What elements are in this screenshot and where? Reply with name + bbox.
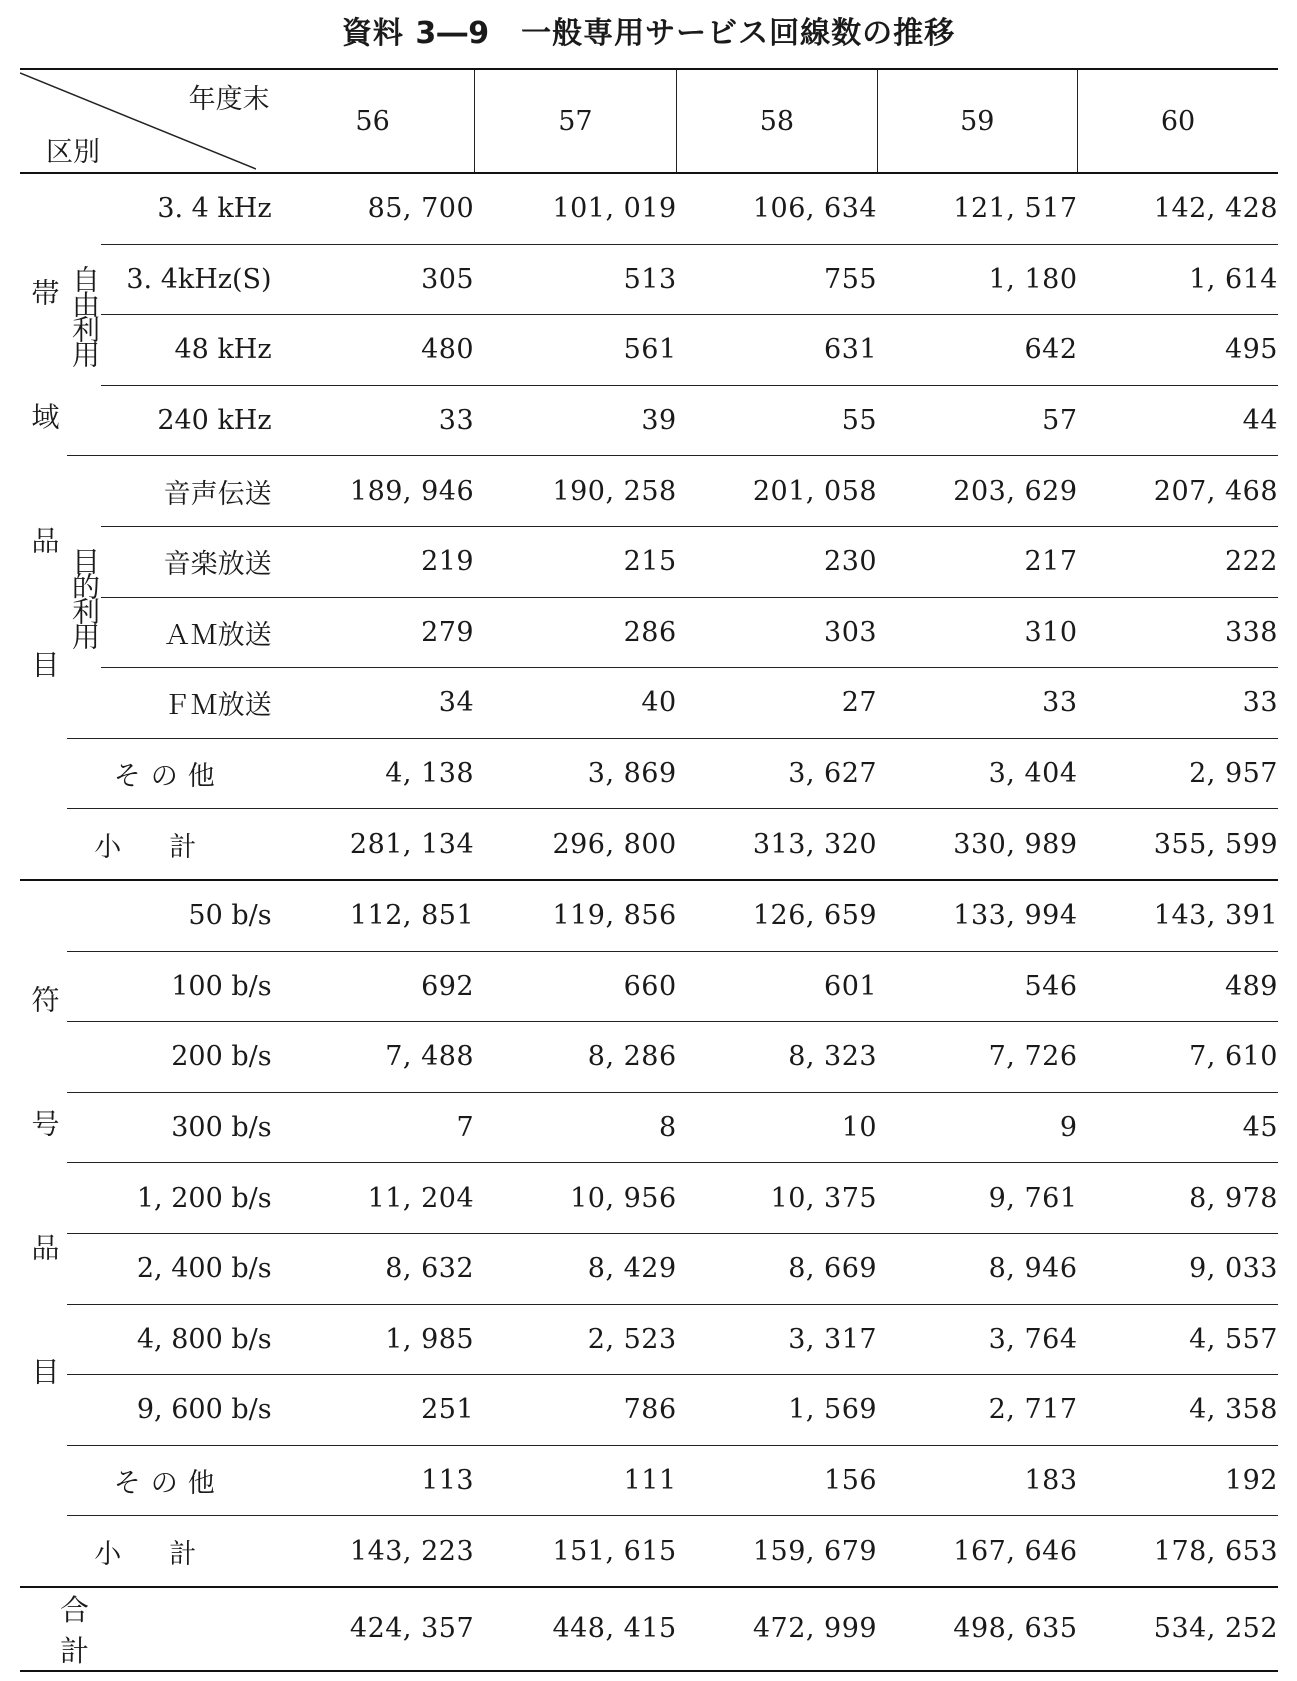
value-cell: 9, 033 (1078, 1233, 1278, 1304)
value-cell: 57 (877, 385, 1077, 456)
value-cell: 8, 429 (474, 1233, 677, 1304)
value-cell: 133, 994 (877, 880, 1077, 951)
value-cell: 1, 614 (1078, 244, 1278, 315)
value-cell: 286 (474, 597, 677, 668)
value-cell: 192 (1078, 1445, 1278, 1516)
value-cell: 207, 468 (1078, 456, 1278, 527)
value-cell: 143, 391 (1078, 880, 1278, 951)
value-cell: 126, 659 (677, 880, 877, 951)
value-cell: 8, 323 (677, 1022, 877, 1093)
value-cell: 8, 632 (272, 1233, 475, 1304)
value-cell: 513 (474, 244, 677, 315)
subtotal-row (20, 1516, 1278, 1587)
section-label-code: 符号品目 (20, 880, 67, 1587)
value-cell: 355, 599 (1078, 809, 1278, 880)
row-label: 2, 400 b/s (67, 1233, 272, 1304)
value-cell: 1, 569 (677, 1375, 877, 1446)
circuit-count-table (20, 68, 1278, 1672)
value-cell: 230 (677, 526, 877, 597)
table-row (20, 738, 1278, 809)
value-cell: 203, 629 (877, 456, 1077, 527)
year-header: 57 (474, 69, 677, 173)
table-title: 資料 3―9 一般専用サービス回線数の推移 (341, 16, 956, 51)
table-row (20, 173, 1278, 244)
value-cell: 4, 358 (1078, 1375, 1278, 1446)
value-cell: 601 (677, 951, 877, 1022)
value-cell: 310 (877, 597, 1077, 668)
value-cell: 448, 415 (474, 1587, 677, 1671)
value-cell: 9, 761 (877, 1163, 1077, 1234)
value-cell: 7, 610 (1078, 1022, 1278, 1093)
value-cell: 45 (1078, 1092, 1278, 1163)
value-cell: 3, 404 (877, 738, 1077, 809)
row-label: ＡＭ放送 (101, 597, 272, 668)
value-cell: 112, 851 (272, 880, 475, 951)
value-cell: 111 (474, 1445, 677, 1516)
corner-cell (20, 69, 272, 173)
value-cell: 7, 488 (272, 1022, 475, 1093)
value-cell: 85, 700 (272, 173, 475, 244)
value-cell: 281, 134 (272, 809, 475, 880)
table-row (20, 1445, 1278, 1516)
value-cell: 8, 286 (474, 1022, 677, 1093)
row-label: 1, 200 b/s (67, 1163, 272, 1234)
row-label-subtotal: 小計 (67, 809, 272, 880)
row-label: 100 b/s (67, 951, 272, 1022)
value-cell: 9 (877, 1092, 1077, 1163)
value-cell: 7, 726 (877, 1022, 1077, 1093)
row-label: 200 b/s (67, 1022, 272, 1093)
value-cell: 119, 856 (474, 880, 677, 951)
value-cell: 251 (272, 1375, 475, 1446)
value-cell: 201, 058 (677, 456, 877, 527)
table-row (20, 1233, 1278, 1304)
value-cell: 33 (272, 385, 475, 456)
value-cell: 561 (474, 315, 677, 386)
value-cell: 44 (1078, 385, 1278, 456)
value-cell: 8, 946 (877, 1233, 1077, 1304)
value-cell: 217 (877, 526, 1077, 597)
value-cell: 215 (474, 526, 677, 597)
row-label: 3. 4 kHz (101, 173, 272, 244)
row-label-other: その他 (67, 738, 272, 809)
table-row (20, 385, 1278, 456)
value-cell: 472, 999 (677, 1587, 877, 1671)
value-cell: 279 (272, 597, 475, 668)
value-cell: 3, 317 (677, 1304, 877, 1375)
value-cell: 167, 646 (877, 1516, 1077, 1587)
table-row (20, 456, 1278, 527)
value-cell: 7 (272, 1092, 475, 1163)
value-cell: 338 (1078, 597, 1278, 668)
table-row (20, 668, 1278, 739)
value-cell: 692 (272, 951, 475, 1022)
value-cell: 424, 357 (272, 1587, 475, 1671)
value-cell: 498, 635 (877, 1587, 1077, 1671)
value-cell: 495 (1078, 315, 1278, 386)
section-label-bandwidth: 帯域品目 (20, 173, 67, 880)
table-row (20, 1092, 1278, 1163)
value-cell: 106, 634 (677, 173, 877, 244)
row-label-subtotal: 小計 (67, 1516, 272, 1587)
value-cell: 755 (677, 244, 877, 315)
value-cell: 101, 019 (474, 173, 677, 244)
corner-category-label: 区別 (46, 137, 100, 168)
row-label: ＦＭ放送 (101, 668, 272, 739)
value-cell: 2, 523 (474, 1304, 677, 1375)
table-row (20, 244, 1278, 315)
value-cell: 55 (677, 385, 877, 456)
table-row (20, 1163, 1278, 1234)
value-cell: 2, 717 (877, 1375, 1077, 1446)
subtotal-row (20, 809, 1278, 880)
value-cell: 489 (1078, 951, 1278, 1022)
value-cell: 4, 138 (272, 738, 475, 809)
row-label: 48 kHz (101, 315, 272, 386)
value-cell: 534, 252 (1078, 1587, 1278, 1671)
value-cell: 3, 764 (877, 1304, 1077, 1375)
value-cell: 330, 989 (877, 809, 1077, 880)
row-label: 4, 800 b/s (67, 1304, 272, 1375)
year-header: 59 (877, 69, 1077, 173)
value-cell: 631 (677, 315, 877, 386)
value-cell: 11, 204 (272, 1163, 475, 1234)
value-cell: 8 (474, 1092, 677, 1163)
value-cell: 305 (272, 244, 475, 315)
value-cell: 3, 869 (474, 738, 677, 809)
value-cell: 27 (677, 668, 877, 739)
value-cell: 189, 946 (272, 456, 475, 527)
value-cell: 33 (877, 668, 1077, 739)
value-cell: 3, 627 (677, 738, 877, 809)
table-row (20, 526, 1278, 597)
value-cell: 296, 800 (474, 809, 677, 880)
value-cell: 34 (272, 668, 475, 739)
value-cell: 183 (877, 1445, 1077, 1516)
table-row (20, 1375, 1278, 1446)
header-row (20, 69, 1278, 173)
value-cell: 8, 978 (1078, 1163, 1278, 1234)
value-cell: 10, 375 (677, 1163, 877, 1234)
value-cell: 142, 428 (1078, 173, 1278, 244)
year-header: 60 (1078, 69, 1278, 173)
row-label-total: 合計 (20, 1587, 272, 1671)
value-cell: 39 (474, 385, 677, 456)
row-label: 9, 600 b/s (67, 1375, 272, 1446)
value-cell: 121, 517 (877, 173, 1077, 244)
row-label-other: その他 (67, 1445, 272, 1516)
table-row (20, 315, 1278, 386)
group-label-free-use: 自由利用 (67, 173, 101, 456)
value-cell: 2, 957 (1078, 738, 1278, 809)
value-cell: 4, 557 (1078, 1304, 1278, 1375)
value-cell: 1, 180 (877, 244, 1077, 315)
year-header: 56 (272, 69, 475, 173)
value-cell: 159, 679 (677, 1516, 877, 1587)
value-cell: 8, 669 (677, 1233, 877, 1304)
table-row (20, 1304, 1278, 1375)
value-cell: 786 (474, 1375, 677, 1446)
table-row (20, 597, 1278, 668)
value-cell: 219 (272, 526, 475, 597)
table-row (20, 1022, 1278, 1093)
row-label: 3. 4kHz(S) (101, 244, 272, 315)
table-row (20, 951, 1278, 1022)
value-cell: 10 (677, 1092, 877, 1163)
value-cell: 642 (877, 315, 1077, 386)
value-cell: 113 (272, 1445, 475, 1516)
row-label: 300 b/s (67, 1092, 272, 1163)
row-label: 音楽放送 (101, 526, 272, 597)
value-cell: 178, 653 (1078, 1516, 1278, 1587)
value-cell: 546 (877, 951, 1077, 1022)
value-cell: 222 (1078, 526, 1278, 597)
total-row (20, 1587, 1278, 1671)
corner-year-label: 年度末 (188, 84, 270, 115)
value-cell: 151, 615 (474, 1516, 677, 1587)
value-cell: 156 (677, 1445, 877, 1516)
value-cell: 143, 223 (272, 1516, 475, 1587)
value-cell: 190, 258 (474, 456, 677, 527)
table-row (20, 880, 1278, 951)
value-cell: 10, 956 (474, 1163, 677, 1234)
value-cell: 1, 985 (272, 1304, 475, 1375)
year-header: 58 (677, 69, 877, 173)
value-cell: 480 (272, 315, 475, 386)
value-cell: 303 (677, 597, 877, 668)
value-cell: 33 (1078, 668, 1278, 739)
value-cell: 660 (474, 951, 677, 1022)
row-label: 240 kHz (101, 385, 272, 456)
value-cell: 40 (474, 668, 677, 739)
row-label: 50 b/s (67, 880, 272, 951)
value-cell: 313, 320 (677, 809, 877, 880)
group-label-purpose-use: 目的利用 (67, 456, 101, 738)
row-label: 音声伝送 (101, 456, 272, 527)
